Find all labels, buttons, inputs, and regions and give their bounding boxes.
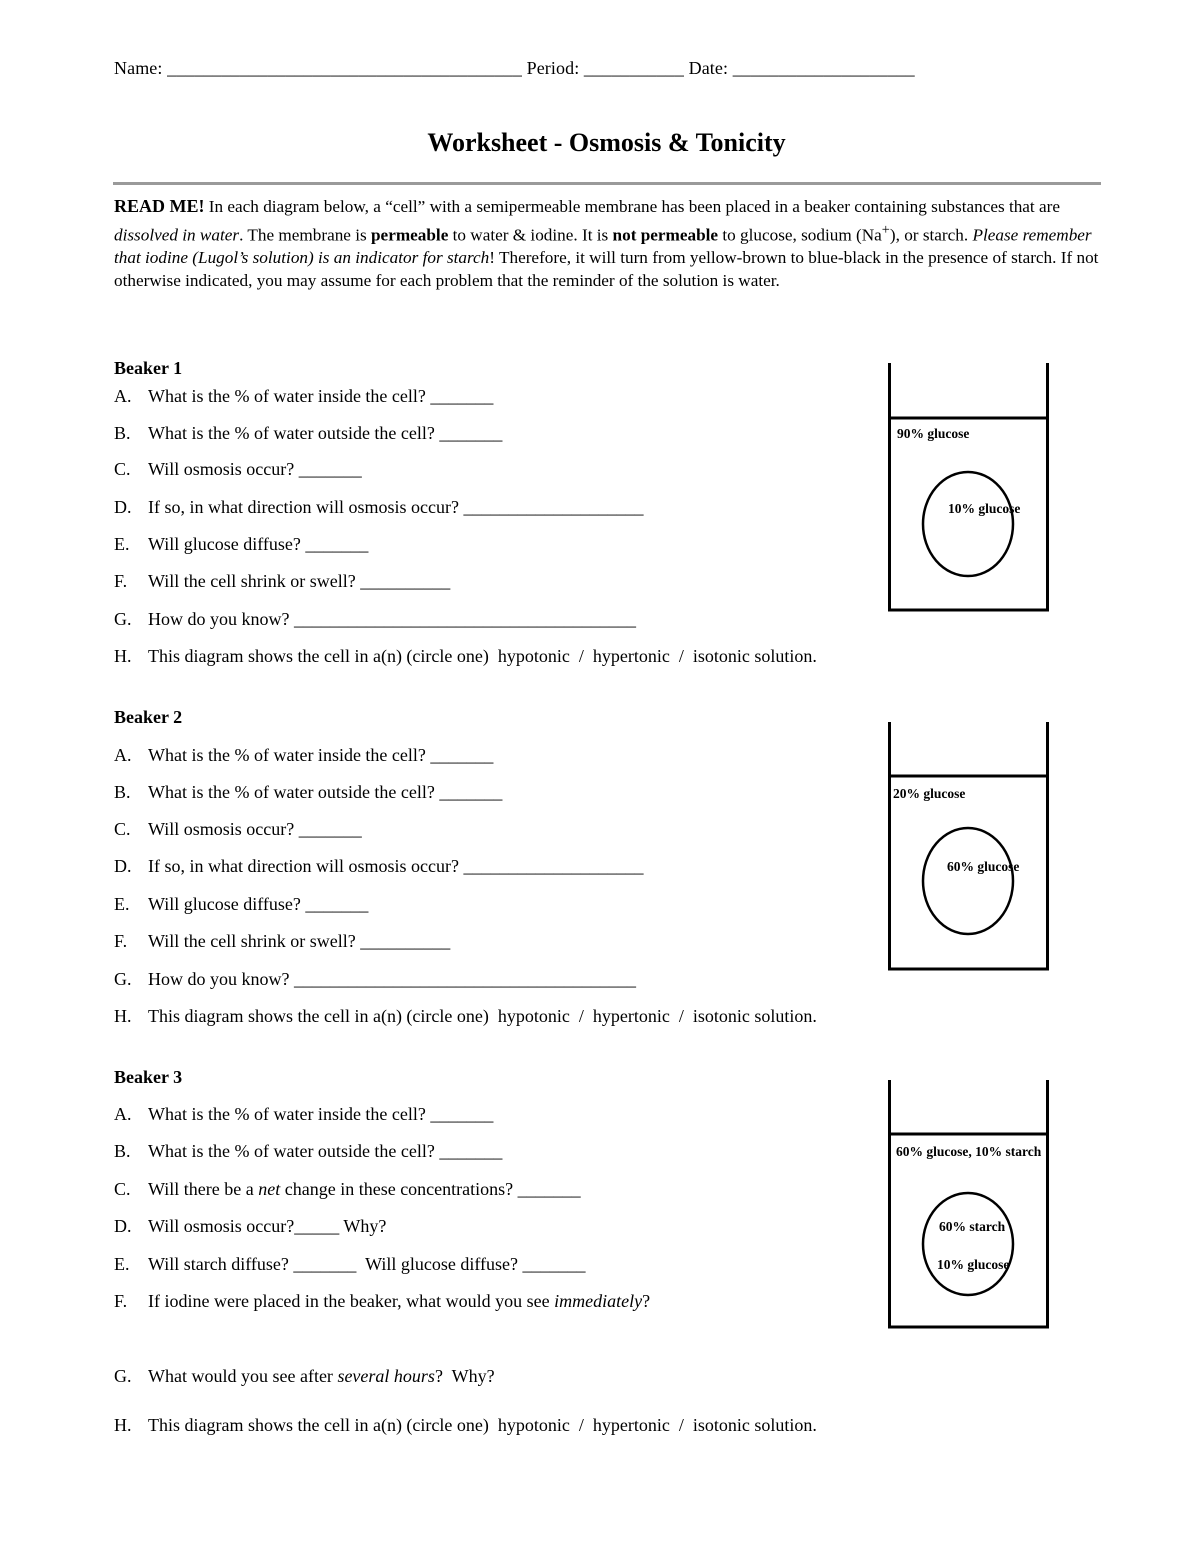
question-text[interactable]: Will starch diffuse? _______ Will glucose diffuse? _______	[148, 1254, 586, 1274]
beaker-3-question-d	[114, 1215, 386, 1237]
question-text[interactable]: This diagram shows the cell in a(n) (circle one) hypotonic / hypertonic / isotonic solution.	[148, 1415, 817, 1435]
question-text[interactable]: What is the % of water inside the cell? _______	[148, 745, 494, 765]
question-letter: B.	[114, 1141, 131, 1161]
question-text-post[interactable]: ? Why?	[434, 1366, 495, 1386]
question-text[interactable]: If so, in what direction will osmosis occur? ____________________	[148, 497, 644, 517]
question-letter: H.	[114, 1415, 132, 1435]
beaker-3-question-h	[114, 1414, 817, 1436]
beaker-3-outside-label: 60% glucose, 10% starch	[896, 1144, 1042, 1159]
question-text[interactable]: Will glucose diffuse? _______	[148, 534, 369, 554]
beaker-2-title: Beaker 2	[114, 707, 183, 727]
question-letter: F.	[114, 1291, 128, 1311]
beaker-2-inside-label: 60% glucose	[947, 859, 1020, 874]
beaker-1-walls	[890, 363, 1048, 610]
question-text[interactable]: Will osmosis occur?_____ Why?	[148, 1216, 387, 1236]
question-text[interactable]: This diagram shows the cell in a(n) (circle one) hypotonic / hypertonic / isotonic solution.	[148, 646, 817, 666]
question-letter: F.	[114, 931, 128, 951]
question-text-post[interactable]: change in these concentrations? _______	[280, 1179, 581, 1199]
beaker-3-diagram	[888, 1080, 1050, 1330]
beaker-2-question-e	[114, 893, 368, 915]
readme-text-3: . The membrane is	[239, 225, 371, 245]
beaker-2-question-c	[114, 818, 362, 840]
readme-bold-permeable: permeable	[371, 225, 449, 245]
readme-lead: READ ME!	[114, 196, 205, 216]
question-letter: H.	[114, 1006, 132, 1026]
readme-text-7: to glucose, sodium (Na	[718, 225, 882, 245]
question-text[interactable]: Will the cell shrink or swell? __________	[148, 931, 451, 951]
readme-italic-1: dissolved in water	[114, 225, 240, 245]
question-text[interactable]: What is the % of water inside the cell? _______	[148, 386, 494, 406]
question-letter: A.	[114, 745, 132, 765]
question-letter: E.	[114, 894, 130, 914]
beaker-2-question-f	[114, 930, 450, 952]
readme-text-9: ), or starch.	[889, 225, 973, 245]
date-label: Date:	[684, 58, 733, 78]
question-letter: C.	[114, 819, 131, 839]
question-text[interactable]: This diagram shows the cell in a(n) (circle one) hypotonic / hypertonic / isotonic solution.	[148, 1006, 817, 1026]
beaker-1-question-b	[114, 422, 502, 444]
readme-text-11: ! Therefore, it will turn from yellow-brown to blue-black in the presence of starch. If not otherwise indicated, you may assume for each problem that the reminder of the solution is water.	[114, 247, 1099, 290]
question-letter: B.	[114, 782, 131, 802]
beaker-2-question-b	[114, 781, 502, 803]
question-text[interactable]: Will osmosis occur? _______	[148, 459, 362, 479]
beaker-3-question-c	[114, 1178, 581, 1200]
beaker-3-question-e	[114, 1253, 585, 1275]
beaker-3-walls	[890, 1080, 1048, 1327]
beaker-1-question-c	[114, 458, 362, 480]
beaker-1-question-h	[114, 645, 817, 667]
question-letter: C.	[114, 1179, 131, 1199]
beaker-2-question-h	[114, 1005, 817, 1027]
beaker-1-title: Beaker 1	[114, 358, 183, 378]
question-letter: C.	[114, 459, 131, 479]
question-letter: A.	[114, 386, 132, 406]
beaker-1-cell	[923, 472, 1013, 576]
readme-superscript: +	[881, 221, 890, 238]
question-text-emphasis: several hours	[337, 1366, 435, 1386]
question-letter: A.	[114, 1104, 132, 1124]
readme-italic-2: Please remember that iodine (Lugol’s solution) is an indicator for starch	[114, 225, 1092, 267]
question-letter: D.	[114, 856, 132, 876]
question-letter: E.	[114, 534, 130, 554]
beaker-1-diagram	[888, 363, 1050, 613]
beaker-2-cell	[923, 828, 1013, 934]
question-text[interactable]: What is the % of water outside the cell? _______	[148, 1141, 503, 1161]
beaker-3-cell	[923, 1193, 1013, 1295]
question-text[interactable]: What is the % of water inside the cell? _______	[148, 1104, 494, 1124]
beaker-1-question-a	[114, 385, 493, 407]
beaker-2-outside-label: 20% glucose	[893, 786, 966, 801]
page-title: Worksheet - Osmosis & Tonicity	[427, 128, 786, 157]
beaker-3-question-b	[114, 1140, 502, 1162]
beaker-2-diagram	[888, 722, 1050, 972]
name-label: Name:	[114, 58, 168, 78]
beaker-2-question-g	[114, 968, 636, 990]
beaker-1-question-f	[114, 570, 450, 592]
question-text-pre: What would you see after	[148, 1366, 338, 1386]
question-text-emphasis: immediately	[554, 1291, 643, 1311]
question-text-post[interactable]: ?	[642, 1291, 651, 1311]
question-text[interactable]: If so, in what direction will osmosis occur? ____________________	[148, 856, 644, 876]
question-letter: D.	[114, 497, 132, 517]
header-fields	[114, 58, 915, 79]
question-letter: E.	[114, 1254, 130, 1274]
beaker-3-drawing	[888, 1080, 1050, 1330]
beaker-2-question-d	[114, 855, 643, 877]
readme-bold-not-permeable: not permeable	[612, 225, 719, 245]
beaker-1-outside-label: 90% glucose	[897, 426, 970, 441]
question-text[interactable]: What is the % of water outside the cell? _______	[148, 782, 503, 802]
question-letter: G.	[114, 969, 132, 989]
beaker-3-inside-label-starch: 60% starch	[939, 1219, 1006, 1234]
question-letter: G.	[114, 609, 132, 629]
beaker-2-drawing	[888, 722, 1050, 972]
period-blank[interactable]: ___________	[583, 58, 685, 78]
question-letter: D.	[114, 1216, 132, 1236]
beaker-2-question-a	[114, 744, 493, 766]
date-blank[interactable]: ____________________	[732, 58, 915, 78]
name-blank[interactable]: _______________________________________	[167, 58, 522, 78]
readme-paragraph	[114, 195, 1104, 292]
beaker-1-inside-label: 10% glucose	[948, 501, 1021, 516]
question-text-pre: Will there be a	[148, 1179, 259, 1199]
beaker-3-question-f	[114, 1290, 650, 1312]
question-text[interactable]: How do you know? ______________________________________	[148, 609, 636, 629]
beaker-1-drawing	[888, 363, 1050, 613]
readme-text-5: to water & iodine. It is	[448, 225, 613, 245]
question-text[interactable]: How do you know? ______________________________________	[148, 969, 636, 989]
question-text[interactable]: What is the % of water outside the cell? _______	[148, 423, 503, 443]
beaker-3-title: Beaker 3	[114, 1067, 183, 1087]
question-text-emphasis: net	[258, 1179, 281, 1199]
title-divider	[113, 182, 1101, 185]
readme-text-1: In each diagram below, a “cell” with a semipermeable membrane has been placed in a beaker containing substances that are	[204, 197, 1060, 216]
question-letter: H.	[114, 646, 132, 666]
beaker-1-question-e	[114, 533, 368, 555]
beaker-1-question-g	[114, 608, 636, 630]
beaker-2-walls	[890, 722, 1048, 969]
question-text[interactable]: Will the cell shrink or swell? __________	[148, 571, 451, 591]
question-text-pre: If iodine were placed in the beaker, what would you see	[148, 1291, 555, 1311]
beaker-3-question-a	[114, 1103, 493, 1125]
period-label: Period:	[522, 58, 584, 78]
question-letter: B.	[114, 423, 131, 443]
question-text[interactable]: Will glucose diffuse? _______	[148, 894, 369, 914]
question-letter: F.	[114, 571, 128, 591]
beaker-3-inside-label-glucose: 10% glucose	[937, 1257, 1010, 1272]
question-letter: G.	[114, 1366, 132, 1386]
beaker-3-question-g	[114, 1365, 495, 1387]
beaker-1-question-d	[114, 496, 643, 518]
question-text[interactable]: Will osmosis occur? _______	[148, 819, 362, 839]
